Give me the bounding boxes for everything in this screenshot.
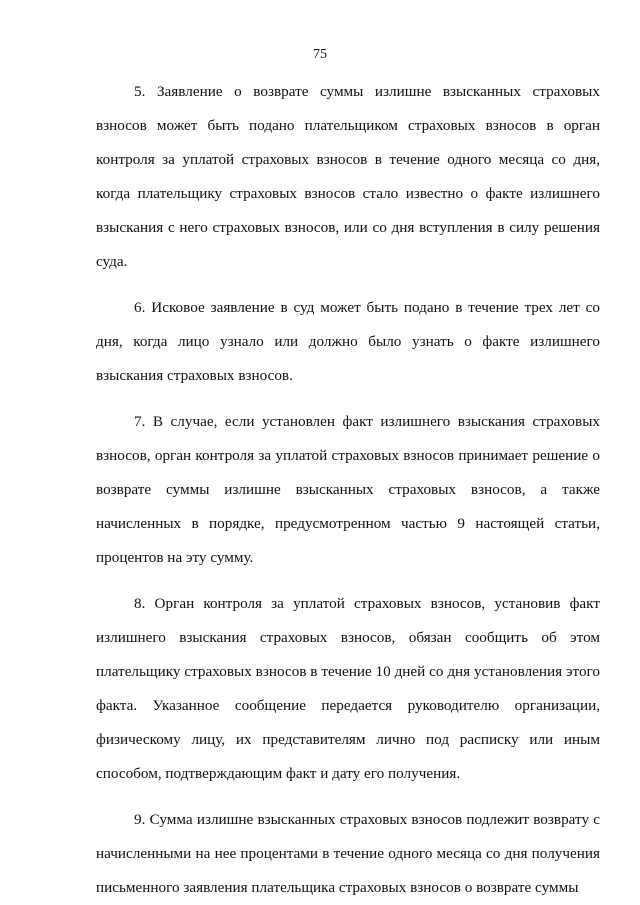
paragraph-7: 7. В случае, если установлен факт излишнего взыскания страховых взносов, орган контроля за уплатой страховых взносов принимает решение о возврате суммы излишне взысканных страховых взносов, а также начисленных в порядке, предусмотренном частью 9 настоящей статьи, процентов на эту сумму. <box>96 413 600 566</box>
page-number: 75 <box>313 47 327 62</box>
paragraph-9: 9. Сумма излишне взысканных страховых взносов подлежит возврату с начисленными на нее процентами в течение одного месяца со дня получения письменного заявления плательщика страховых взносов о возврате суммы <box>96 811 600 896</box>
document-body <box>96 75 600 905</box>
paragraph-6: 6. Исковое заявление в суд может быть подано в течение трех лет со дня, когда лицо узнало или должно было узнать о факте излишнего взыскания страховых взносов. <box>96 299 600 384</box>
paragraph-8: 8. Орган контроля за уплатой страховых взносов, установив факт излишнего взыскания страховых взносов, обязан сообщить об этом плательщику страховых взносов в течение 10 дней со дня установления этого факта. Указанное сообщение передается руководителю организации, физическому лицу, их представителям лично под расписку или иным способом, подтверждающим факт и дату его получения. <box>96 595 600 782</box>
paragraph-5: 5. Заявление о возврате суммы излишне взысканных страховых взносов может быть подано плательщиком страховых взносов в орган контроля за уплатой страховых взносов в течение одного месяца со дня, когда плательщику страховых взносов стало известно о факте излишнего взыскания с него страховых взносов, или со дня вступления в силу решения суда. <box>96 83 600 270</box>
